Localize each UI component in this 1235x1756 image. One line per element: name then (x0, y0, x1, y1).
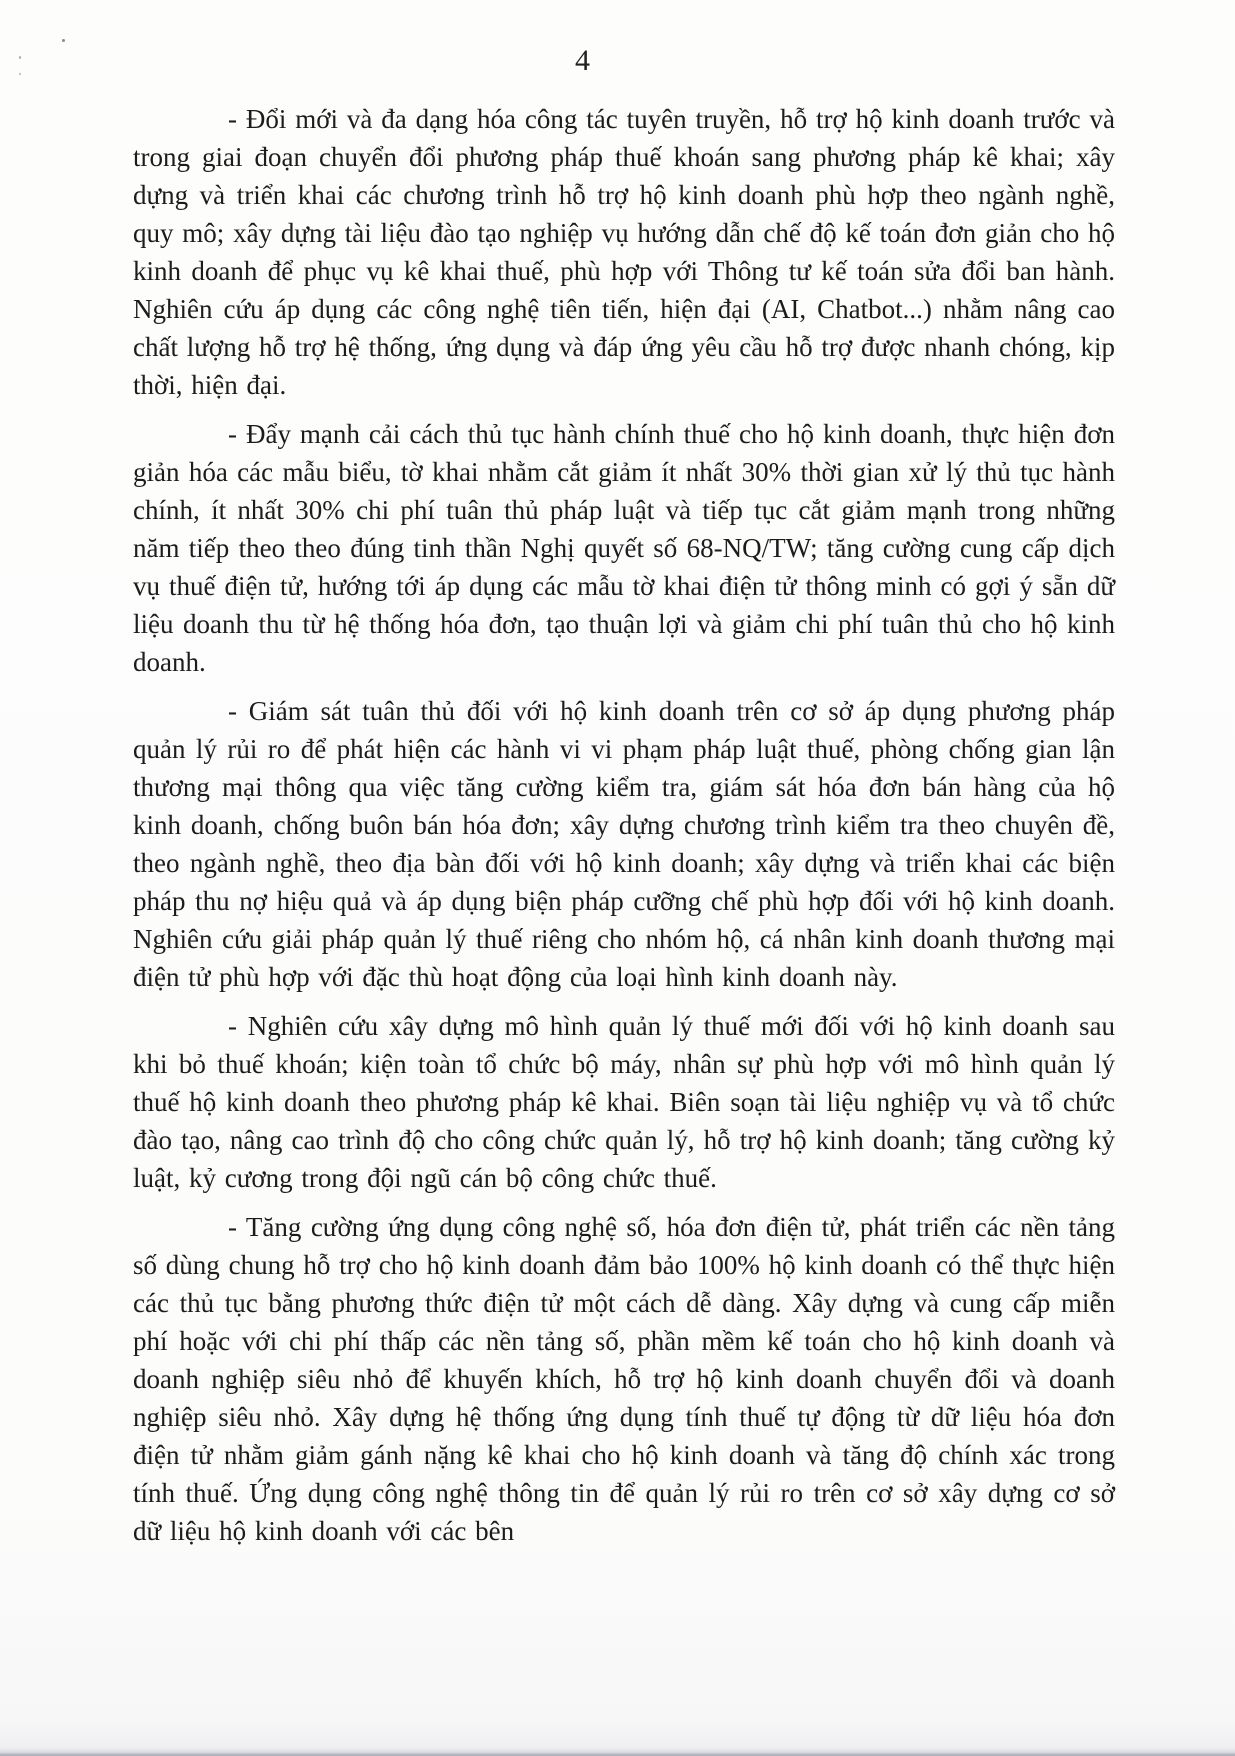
scan-speckle (19, 73, 21, 75)
paragraph-mo-hinh-quan-ly-thue: - Nghiên cứu xây dựng mô hình quản lý thuế mới đối với hộ kinh doanh sau khi bỏ thuế khoán; kiện toàn tổ chức bộ máy, nhân sự phù hợp với mô hình quản lý thuế hộ kinh doanh theo phương pháp kê khai. Biên soạn tài liệu nghiệp vụ và tổ chức đào tạo, nâng cao trình độ cho công chức quản lý, hỗ trợ hộ kinh doanh; tăng cường kỷ luật, kỷ cương trong đội ngũ cán bộ công chức thuế. (133, 1011, 1115, 1193)
paragraph-doi-moi-tuyen-truyen: - Đổi mới và đa dạng hóa công tác tuyên truyền, hỗ trợ hộ kinh doanh trước và trong giai đoạn chuyển đổi phương pháp thuế khoán sang phương pháp kê khai; xây dựng và triển khai các chương trình hỗ trợ hộ kinh doanh phù hợp theo ngành nghề, quy mô; xây dựng tài liệu đào tạo nghiệp vụ hướng dẫn chế độ kế toán đơn giản cho hộ kinh doanh để phục vụ kê khai thuế, phù hợp với Thông tư kế toán sửa đổi ban hành. Nghiên cứu áp dụng các công nghệ tiên tiến, hiện đại (AI, Chatbot...) nhằm nâng cao chất lượng hỗ trợ hệ thống, ứng dụng và đáp ứng yêu cầu hỗ trợ được nhanh chóng, kịp thời, hiện đại. (133, 104, 1115, 400)
paragraph-giam-sat-tuan-thu: - Giám sát tuân thủ đối với hộ kinh doanh trên cơ sở áp dụng phương pháp quản lý rủi ro để phát hiện các hành vi vi phạm pháp luật thuế, phòng chống gian lận thương mại thông qua việc tăng cường kiểm tra, giám sát hóa đơn bán hàng của hộ kinh doanh, chống buôn bán hóa đơn; xây dựng chương trình kiểm tra theo chuyên đề, theo ngành nghề, theo địa bàn đối với hộ kinh doanh; xây dựng và triển khai các biện pháp thu nợ hiệu quả và áp dụng biện pháp cưỡng chế phù hợp đối với hộ kinh doanh. Nghiên cứu giải pháp quản lý thuế riêng cho nhóm hộ, cá nhân kinh doanh thương mại điện tử phù hợp với đặc thù hoạt động của loại hình kinh doanh này. (133, 696, 1115, 992)
scan-speckle (62, 39, 65, 42)
paragraph-ung-dung-cong-nghe-so: - Tăng cường ứng dụng công nghệ số, hóa đơn điện tử, phát triển các nền tảng số dùng chung hỗ trợ cho hộ kinh doanh đảm bảo 100% hộ kinh doanh có thể thực hiện các thủ tục bằng phương thức điện tử một cách dễ dàng. Xây dựng và cung cấp miễn phí hoặc với chi phí thấp các nền tảng số, phần mềm kế toán cho hộ kinh doanh và doanh nghiệp siêu nhỏ để khuyến khích, hỗ trợ hộ kinh doanh chuyển đổi và doanh nghiệp siêu nhỏ. Xây dựng hệ thống ứng dụng tính thuế tự động từ dữ liệu hóa đơn điện tử nhằm giảm gánh nặng kê khai cho hộ kinh doanh và tăng độ chính xác trong tính thuế. Ứng dụng công nghệ thông tin để quản lý rủi ro trên cơ sở xây dựng cơ sở dữ liệu hộ kinh doanh với các bên (133, 1212, 1115, 1546)
scan-speckle (19, 56, 21, 59)
scan-edge-artifact (0, 1748, 1235, 1756)
paragraph-cai-cach-thu-tuc: - Đẩy mạnh cải cách thủ tục hành chính thuế cho hộ kinh doanh, thực hiện đơn giản hóa các mẫu biểu, tờ khai nhằm cắt giảm ít nhất 30% thời gian xử lý thủ tục hành chính, ít nhất 30% chi phí tuân thủ pháp luật và tiếp tục cắt giảm mạnh trong những năm tiếp theo theo đúng tinh thần Nghị quyết số 68-NQ/TW; tăng cường cung cấp dịch vụ thuế điện tử, hướng tới áp dụng các mẫu tờ khai điện tử thông minh có gợi ý sẵn dữ liệu doanh thu từ hệ thống hóa đơn, tạo thuận lợi và giảm chi phí tuân thủ cho hộ kinh doanh. (133, 419, 1115, 677)
page-number: 4 (575, 44, 591, 77)
document-body (133, 100, 1115, 1561)
